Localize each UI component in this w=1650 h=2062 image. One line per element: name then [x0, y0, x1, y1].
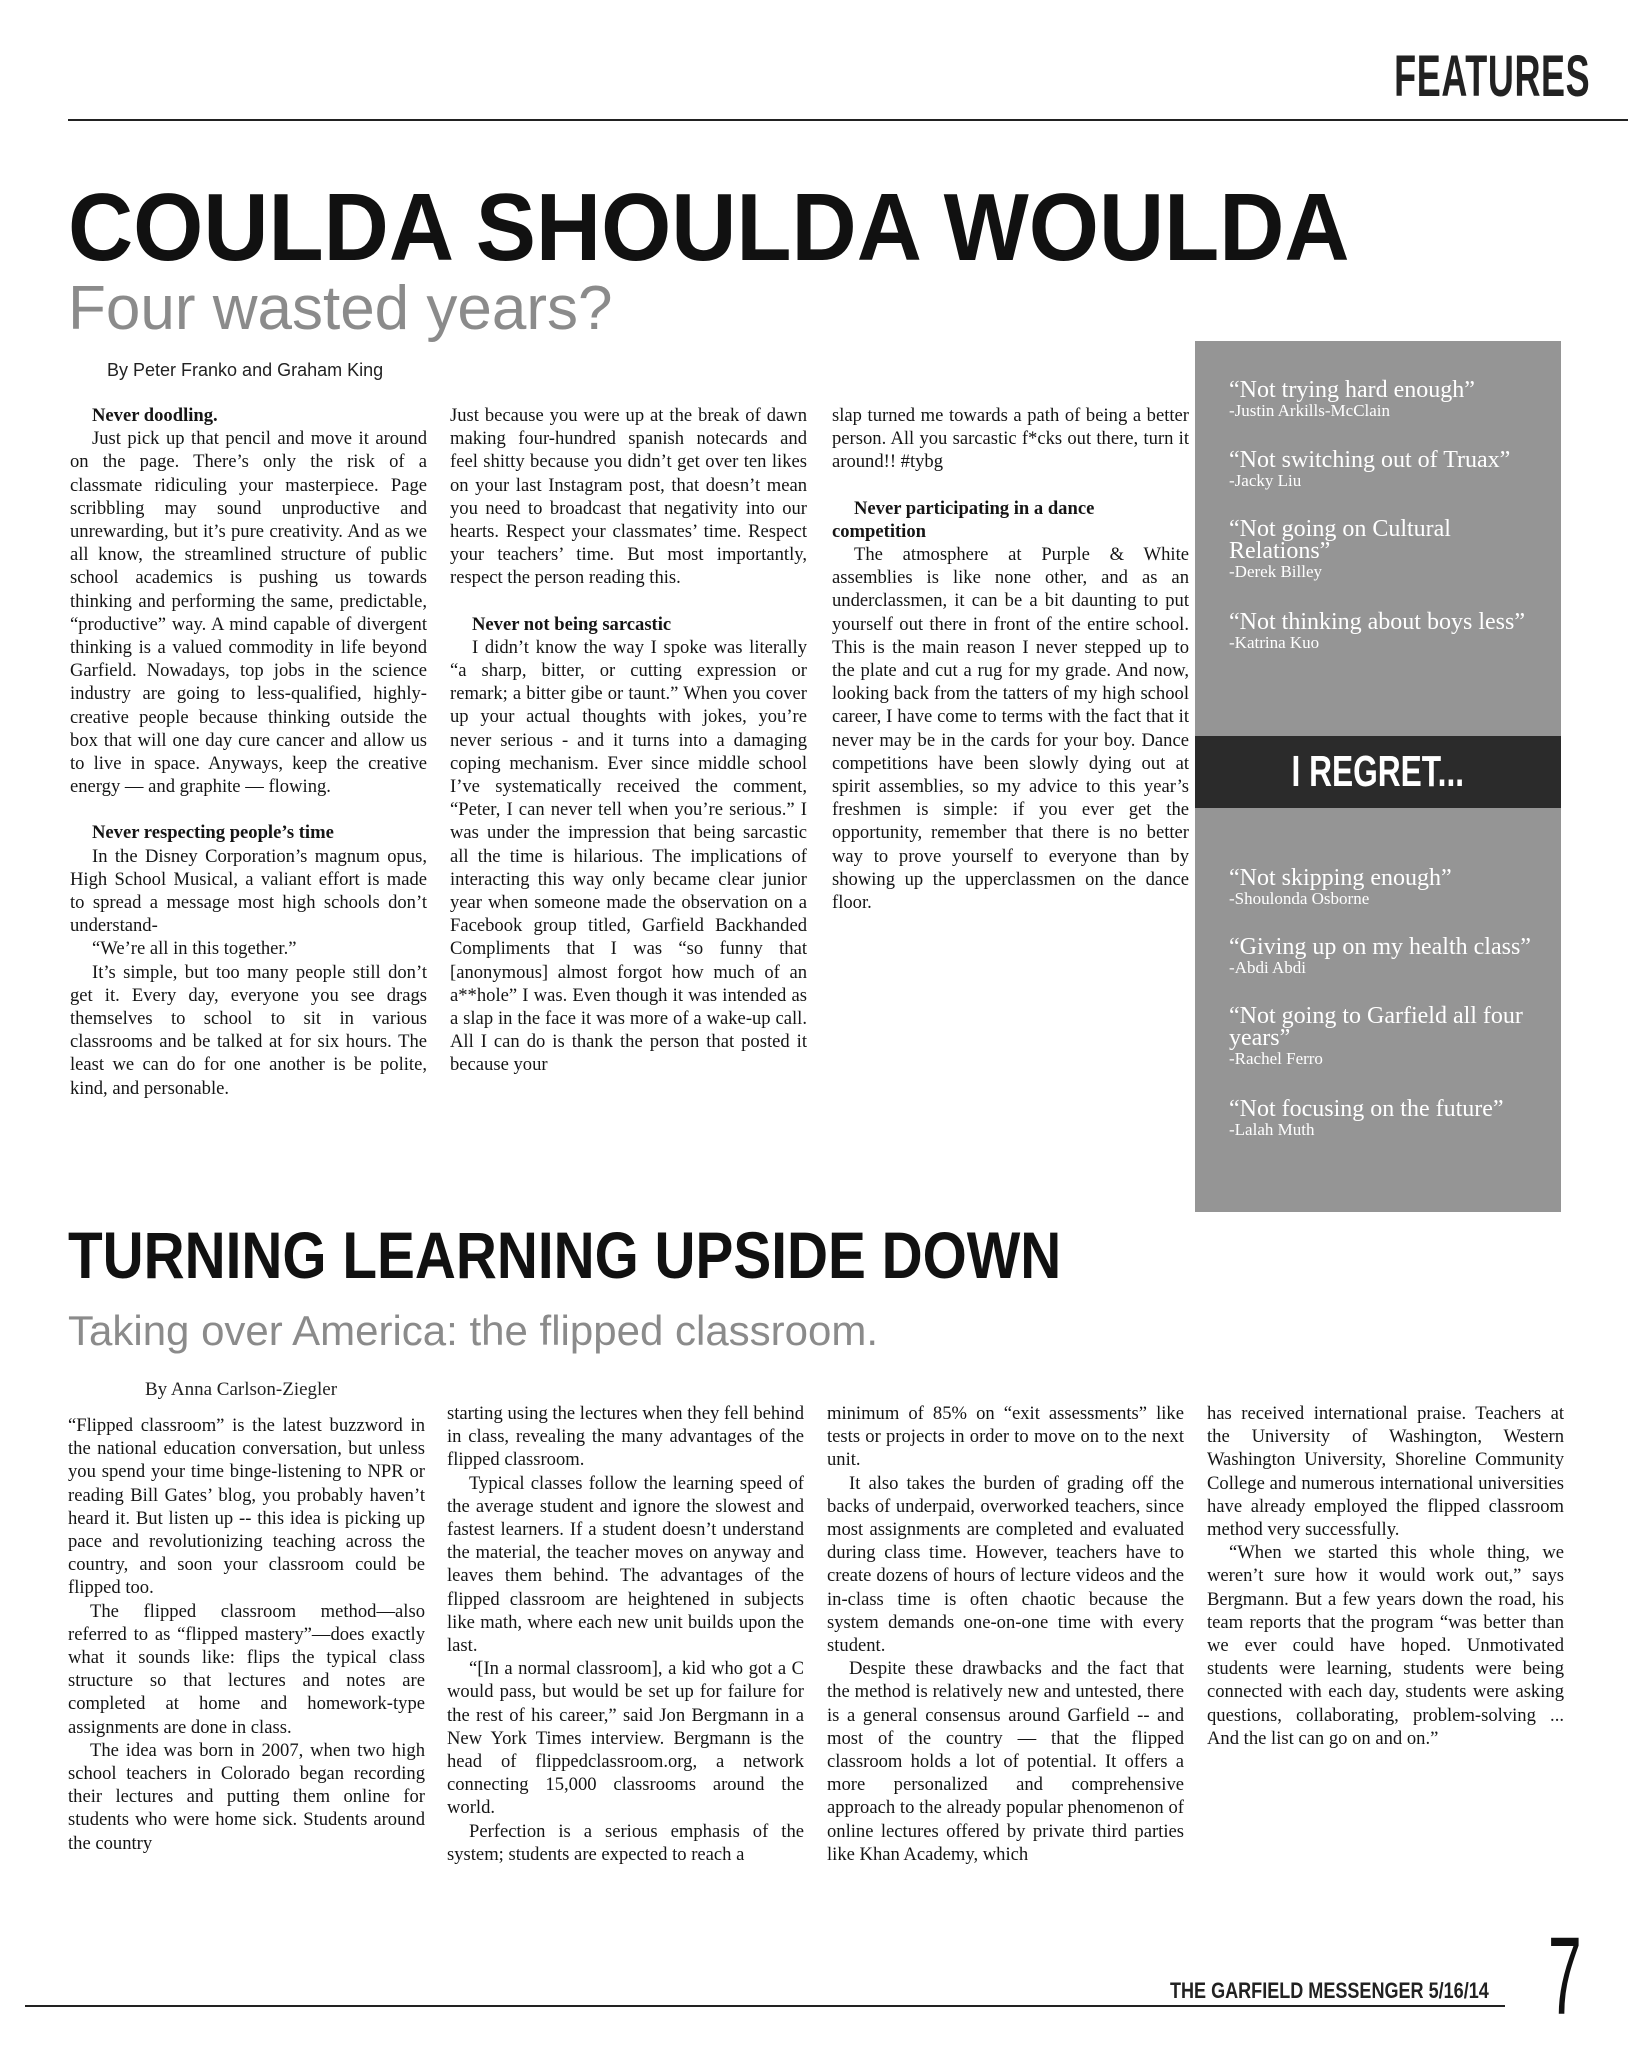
paragraph: “[In a normal classroom], a kid who got a C would pass, but would be set up for failure for the rest of his career,” said Jon Bergmann in a New York Times interview. Bergmann is the head of flippedclassroom.org, a network connecting 15,000 classrooms around the world.	[447, 1658, 804, 1819]
paragraph: It also takes the burden of grading off the backs of underpaid, overworked teachers, since most assignments are completed and evaluated during class time. However, teachers have to create dozens of hours of lecture videos and the in-class time is often chaotic because the system demands one-on-one time with every student.	[827, 1472, 1184, 1657]
quote-text: “Not going on Cultural Relations”	[1229, 516, 1451, 564]
paragraph: The atmosphere at Purple & White assemblies is like none other, and as an underclassmen, it can be a bit daunting to put yourself out there in front of the entire school. This is the main reason I never stepped up to the plate and cut a rug for my grade. And now, looking back from the tatters of my high school career, I have come to terms with the fact that it never may be in the cards for your boy. Dance competitions have been slowly dying out at spirit assemblies, so my advice to this year’s freshmen is simple: if you ever get the opportunity, remember that there is no better way to prove yourself to everyone than by showing up the upperclassmen on the dance floor.	[832, 544, 1189, 914]
article2-column-2	[447, 1402, 804, 1866]
sidebar-quote	[1229, 1098, 1549, 1140]
quote-author: -Shoulonda Osborne	[1229, 889, 1370, 908]
paragraph: Despite these drawbacks and the fact that the method is relatively new and untested, there is a general consensus around Garfield -- and most of the country — that the flipped classroom holds a lot of potential. It offers a more personalized and comprehensive approach to the already popular phenomenon of online lectures offered by private third parties like Khan Academy, which	[827, 1658, 1184, 1865]
quote-text: “Not skipping enough”	[1229, 865, 1452, 891]
quote-text: “Giving up on my health class”	[1229, 934, 1531, 960]
article2-column-3	[827, 1402, 1184, 1866]
quote-author: -Lalah Muth	[1229, 1120, 1315, 1139]
page-number: 7	[1548, 1915, 1582, 2038]
paragraph-gap	[450, 590, 807, 613]
sidebar-quote	[1229, 1005, 1549, 1069]
article1-subtitle: Four wasted years?	[68, 274, 613, 343]
paragraph: “When we started this whole thing, we weren’t sure how it would work out,” says Bergmann. But a few years down the road, his team reports that the program “was better than we ever could have hoped. Unmotivated students were learning, students were being connected with each day, students were asking questions, collaborating, problem-solving ... And the list can go on and on.”	[1207, 1542, 1564, 1749]
footer-rule	[25, 2005, 1505, 2007]
sidebar-heading: I REGRET...	[1291, 747, 1465, 796]
paragraph: I didn’t know the way I spoke was literally “a sharp, bitter, or cutting expression or remark; a bitter gibe or taunt.” When you cover up your actual thoughts with jokes, you’re never serious - and it turns into a damaging coping mechanism. Ever since middle school I’ve systematically received the comment, “Peter, I can never tell when you’re serious.” I was under the impression that being sarcastic all the time is hilarious. The implications of interacting this way only became clear junior year when someone made the observation on a Facebook group titled, Garfield Backhanded Compliments that I was “so funny that [anonymous] almost forgot how much of an a**hole” I was. Even though it was intended as a slap in the face it was more of a wake-up call. All I can do is thank the person that posted it because your	[450, 636, 807, 1076]
quote-text: “Not trying hard enough”	[1229, 377, 1475, 403]
paragraph: slap turned me towards a path of being a better person. All you sarcastic f*cks out there, turn it around!! #tybg	[832, 405, 1189, 473]
paragraph: The idea was born in 2007, when two high school teachers in Colorado began recording their lectures and putting them online for students who were home sick. Students around the country	[68, 1739, 425, 1854]
header-rule	[68, 119, 1628, 121]
subhead: Never not being sarcastic	[472, 613, 672, 635]
paragraph: “We’re all in this together.”	[92, 938, 297, 960]
section-label: FEATURES	[1393, 44, 1590, 109]
sidebar-quote	[1229, 936, 1549, 978]
paragraph: “Flipped classroom” is the latest buzzword in the national education conversation, but unless you spend your time binge-listening to NPR or reading Bill Gates’ blog, you probably haven’t heard it. But listen up -- this idea is picking up pace and revolutionizing teaching across the country, and soon your classroom could be flipped too.	[68, 1415, 425, 1599]
article2-subtitle: Taking over America: the flipped classroom.	[68, 1307, 879, 1354]
paragraph: minimum of 85% on “exit assessments” like tests or projects in order to move on to the next unit.	[827, 1403, 1184, 1471]
sidebar-quote	[1229, 449, 1549, 491]
paragraph: The flipped classroom method—also referred to as “flipped mastery”—does exactly what it sounds like: flips the typical class structure so that lectures and notes are completed at home and homework-type assignments are done in class.	[68, 1600, 425, 1738]
quote-author: -Katrina Kuo	[1229, 633, 1320, 652]
sidebar-quote	[1229, 867, 1549, 909]
sidebar-quote	[1229, 611, 1549, 653]
subhead: Never doodling.	[92, 405, 218, 426]
paragraph: In the Disney Corporation’s magnum opus, High School Musical, a valiant effort is made to spread a message most high schools don’t understand-	[70, 845, 427, 937]
quote-text: “Not switching out of Truax”	[1229, 447, 1511, 473]
sidebar-quote	[1229, 518, 1549, 582]
quote-author: -Abdi Abdi	[1229, 958, 1306, 977]
paragraph: starting using the lectures when they fell behind in class, revealing the many advantages of the flipped classroom.	[447, 1403, 804, 1471]
article2-column-4	[1207, 1402, 1564, 1750]
sidebar-heading-band	[1195, 736, 1561, 808]
article1-column-2	[450, 404, 807, 1077]
article2-byline: By Anna Carlson-Ziegler	[145, 1379, 338, 1400]
subhead: Never respecting people’s time	[92, 822, 334, 844]
article1-column-1	[70, 404, 427, 1100]
article1-column-3	[832, 404, 1189, 914]
paragraph: Just pick up that pencil and move it around on the page. There’s only the risk of a classmate ridiculing your masterpiece. Page scribbling may sound unproductive and unrewarding, but it’s pure creativity. And as we all know, the streamlined structure of public school academics is pushing us towards thinking and performing the same, predictable, “productive” way. A mind capable of divergent thinking is a valued commodity in life beyond Garfield. Nowadays, top jobs in the science industry are going to less-qualified, highly-creative people because thinking outside the box that will one day cure cancer and allow us to live in space. Anyways, keep the creative energy — and graphite — flowing.	[70, 428, 427, 798]
paragraph: has received international praise. Teachers at the University of Washington, Western Washington University, Shoreline Community College and numerous international universities have already employed the flipped classroom method very successfully.	[1207, 1403, 1564, 1541]
footer-publication: THE GARFIELD MESSENGER 5/16/14	[1170, 1978, 1489, 2003]
quote-text: “Not going to Garfield all four years”	[1229, 1003, 1523, 1051]
subhead: Never participating in a dance competition	[832, 497, 1095, 542]
paragraph: It’s simple, but too many people still don’t get it. Every day, everyone you see drags themselves to school to sit in various classrooms and be talked at for six hours. The least we can do for one another is be polite, kind, and personable.	[70, 961, 427, 1099]
quote-author: -Derek Billey	[1229, 562, 1322, 581]
article1-title: COULDA SHOULDA WOULDA	[68, 174, 1350, 281]
quote-author: -Jacky Liu	[1229, 471, 1302, 490]
article1-byline: By Peter Franko and Graham King	[107, 360, 384, 380]
paragraph: Just because you were up at the break of dawn making four-hundred spanish notecards and feel shitty because you didn’t get over ten likes on your last Instagram post, that doesn’t mean you need to broadcast that negativity into our hearts. Respect your classmates’ time. Respect your teachers’ time. But most importantly, respect the person reading this.	[450, 405, 807, 589]
paragraph-gap	[832, 474, 1189, 497]
paragraph: Perfection is a serious emphasis of the system; students are expected to reach a	[447, 1820, 804, 1865]
article2-column-1	[68, 1414, 425, 1855]
sidebar-quote	[1229, 379, 1549, 421]
quote-text: “Not focusing on the future”	[1229, 1096, 1504, 1122]
paragraph: Typical classes follow the learning speed of the average student and ignore the slowest and fastest learners. If a student doesn’t understand the material, the teacher moves on anyway and leaves them behind. The advantages of the flipped classroom are heightened in subjects like math, where each new unit builds upon the last.	[447, 1472, 804, 1657]
quote-text: “Not thinking about boys less”	[1229, 609, 1525, 635]
article2-title: TURNING LEARNING UPSIDE DOWN	[68, 1218, 1062, 1292]
quote-author: -Justin Arkills-McClain	[1229, 401, 1391, 420]
paragraph-gap	[70, 798, 427, 821]
quote-author: -Rachel Ferro	[1229, 1049, 1323, 1068]
